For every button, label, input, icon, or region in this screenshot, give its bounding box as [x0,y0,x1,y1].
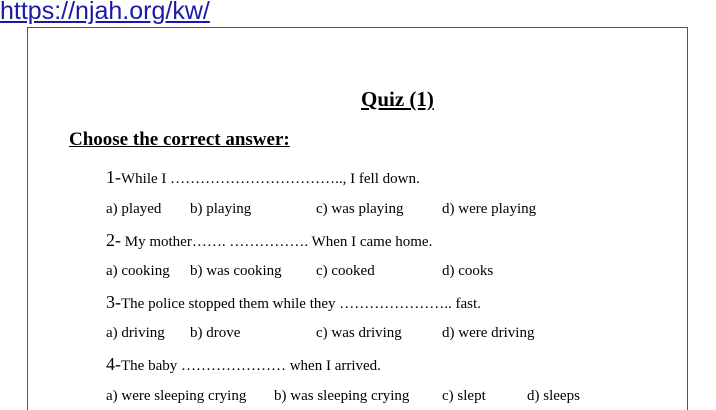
question-3-number: 3- [106,292,121,312]
question-2-text: My mother……. ……………. When I came home. [121,234,433,250]
instruction-heading: Choose the correct answer: [69,129,290,150]
question-4 [106,354,381,375]
question-4-text: The baby ………………… when I arrived. [121,358,381,374]
question-3-option-b[interactable]: b) drove [190,325,241,341]
question-1-option-d[interactable]: d) were playing [442,201,537,217]
quiz-title: Quiz (1) [361,87,434,111]
question-2 [106,230,432,251]
source-url-link[interactable]: https://njah.org/kw/ [0,0,210,25]
question-3 [106,292,481,313]
question-1-option-a[interactable]: a) played [106,201,162,217]
question-3-option-c[interactable]: c) was driving [316,325,402,341]
question-2-option-a[interactable]: a) cooking [106,263,170,279]
question-4-option-a[interactable]: a) were sleeping crying [106,388,247,404]
question-3-option-d[interactable]: d) were driving [442,325,535,341]
question-1-option-c[interactable]: c) was playing [316,201,404,217]
question-1 [106,167,420,188]
question-3-option-a[interactable]: a) driving [106,325,165,341]
question-1-number: 1- [106,167,121,187]
question-1-option-b[interactable]: b) playing [190,201,252,217]
question-1-text: While I …………………………….., I fell down. [121,171,420,187]
question-2-option-c[interactable]: c) cooked [316,263,375,279]
question-4-number: 4- [106,354,121,374]
question-2-option-b[interactable]: b) was cooking [190,263,282,279]
question-4-option-b[interactable]: b) was sleeping crying [274,388,410,404]
question-2-option-d[interactable]: d) cooks [442,263,494,279]
question-3-text: The police stopped them while they ………………….. fast. [121,296,481,312]
question-4-option-d[interactable]: d) sleeps [527,388,580,404]
quiz-page [27,27,688,410]
question-2-number: 2- [106,230,121,250]
question-4-option-c[interactable]: c) slept [442,388,486,404]
